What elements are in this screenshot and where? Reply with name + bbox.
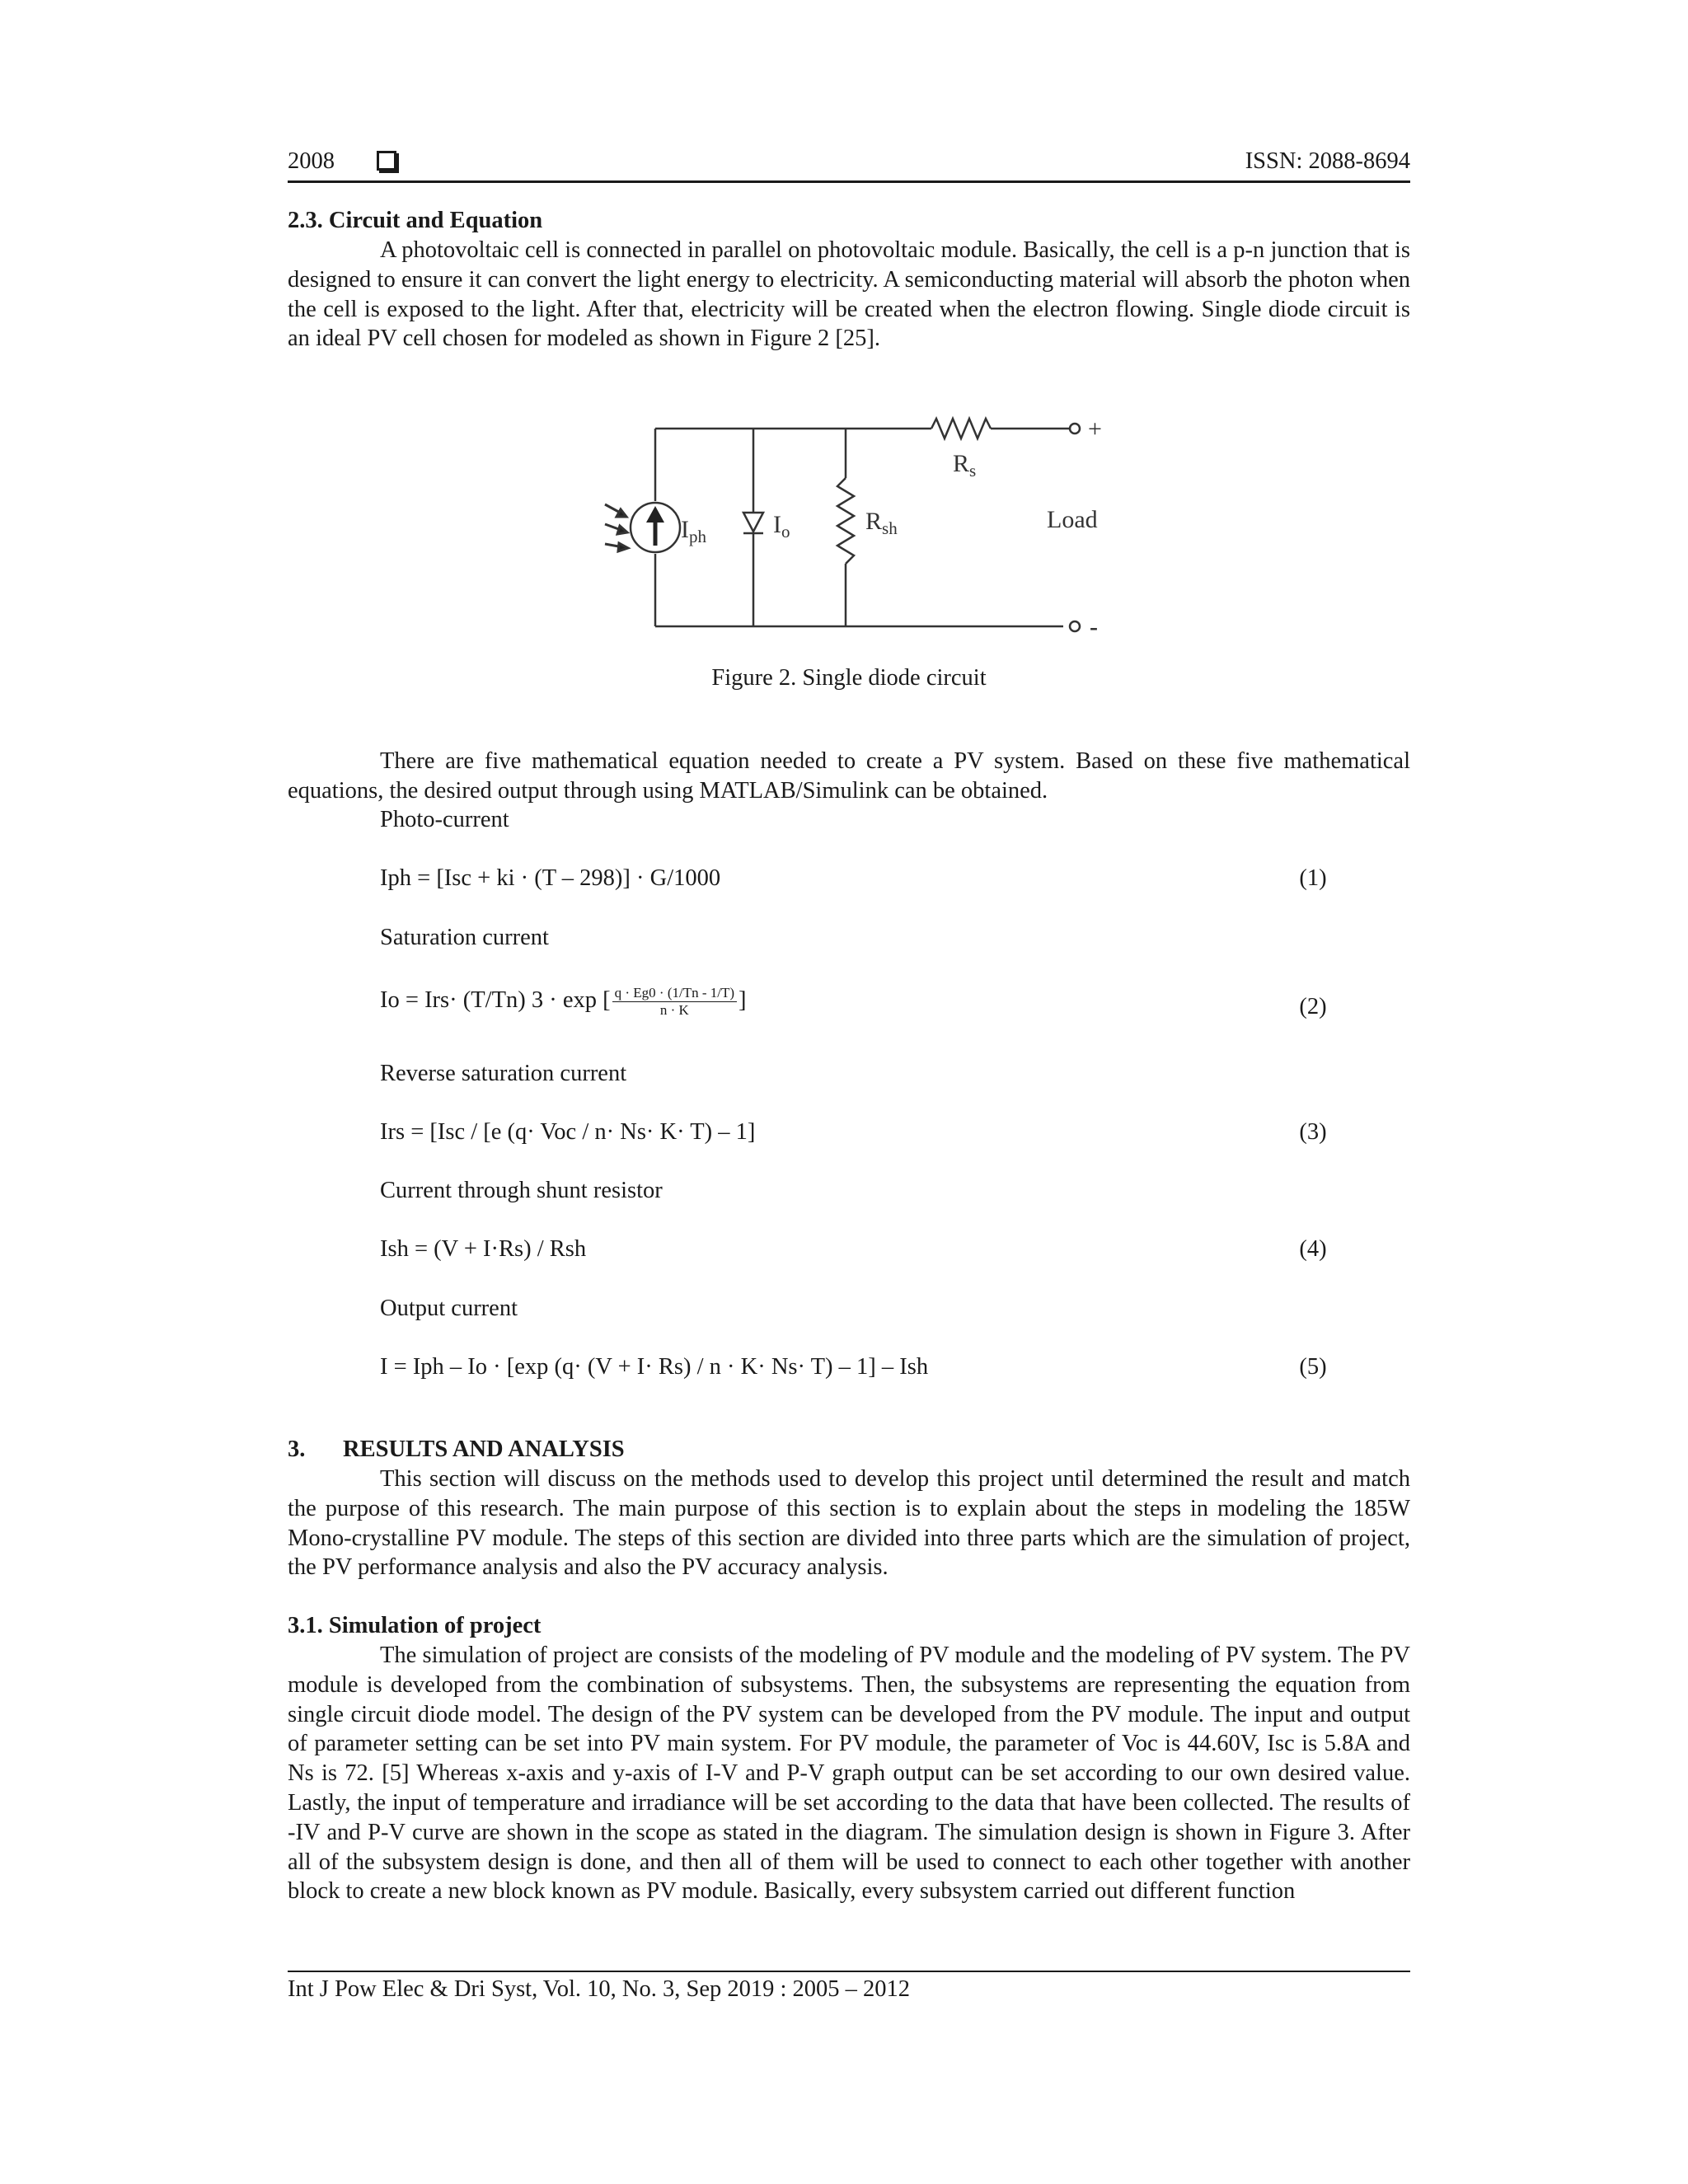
section-2-3-heading: 2.3. Circuit and Equation xyxy=(288,208,543,233)
figure-2-caption: Figure 2. Single diode circuit xyxy=(711,665,987,691)
equation-5-label: Output current xyxy=(380,1296,518,1321)
equation-2-number: (2) xyxy=(1299,994,1327,1019)
equation-2-fraction: $\frac{q \cdot Eg0 \cdot (1/Tn - 1/T)}{n \cdot K}$ xyxy=(612,985,737,1019)
section-3-1-heading: 3.1. Simulation of project xyxy=(288,1613,542,1638)
plus-label: + xyxy=(1088,415,1102,443)
equation-3-formula: Irs = [Isc / [e (q· Voc / n· Ns· K· T) – 1] xyxy=(380,1119,756,1145)
equations-intro: There are five mathematical equation needed to create a PV system. Based on these five mathematical equations, the desired output through using MATLAB/Simulink can be obtained. xyxy=(288,748,1410,804)
positive-terminal-icon xyxy=(1070,424,1080,434)
equation-5-formula: I = Iph – Io · [exp (q· (V + I· Rs) / n · K· Ns· T) – 1] – Ish xyxy=(380,1354,929,1380)
iph-label: $I_{ph}$ xyxy=(681,516,706,546)
figure-2-circuit-diagram xyxy=(593,404,1121,643)
equation-1-formula: Iph = [Isc + ki · (T – 298)] · G/1000 xyxy=(380,865,721,891)
load-label: Load xyxy=(1047,506,1098,533)
equation-2-label: Saturation current xyxy=(380,925,549,950)
section-3-number: 3. xyxy=(288,1436,306,1462)
checkbox-square-icon xyxy=(377,151,396,171)
equation-1-label: Photo-current xyxy=(380,807,509,832)
equation-4-number: (4) xyxy=(1299,1236,1327,1262)
equation-2-formula: Io = Irs· (T/Tn) 3 · exp [ $\frac{q \cdot Eg0 \cdot (1/Tn - 1/T)}{n \cdot K}$ ] xyxy=(380,984,747,1018)
io-label: $I_o$ xyxy=(773,511,790,541)
header-rule xyxy=(288,180,1410,183)
section-3-paragraph: This section will discuss on the methods used to develop this project until determined the result and match the purpose of this research. The main purpose of this section is to explain about the steps in modeling the 185W Mono-crystalline PV module. The steps of this section are divided into three parts which are the simulation of project, the PV performance analysis and also the PV accuracy analysis. xyxy=(288,1466,1410,1581)
rsh-label: $R_{sh}$ xyxy=(865,508,898,538)
diode-icon xyxy=(743,513,763,533)
current-source-icon xyxy=(631,503,680,552)
light-arrows-icon xyxy=(605,504,628,551)
equation-4-formula: Ish = (V + I·Rs) / Rsh xyxy=(380,1236,587,1262)
section-2-3-paragraph: A photovoltaic cell is connected in parallel on photovoltaic module. Basically, the cell is a p-n junction that is designed to ensure it can convert the light energy to electricity. A semiconducting material will absorb the photon when the cell is exposed to the light. After that, electricity will be created when the electron flowing. Single diode circuit is an ideal PV cell chosen for modeled as shown in Figure 2 [25]. xyxy=(288,237,1410,352)
equation-3-label: Reverse saturation current xyxy=(380,1061,627,1086)
footer-rule xyxy=(288,1971,1410,1972)
section-3-heading: RESULTS AND ANALYSIS xyxy=(343,1436,625,1462)
footer-citation: Int J Pow Elec & Dri Syst, Vol. 10, No. 3, Sep 2019 : 2005 – 2012 xyxy=(288,1976,911,2002)
minus-label: - xyxy=(1090,613,1098,640)
equation-3-number: (3) xyxy=(1299,1119,1327,1145)
equation-5-number: (5) xyxy=(1299,1354,1327,1380)
journal-issn: ISSN: 2088-8694 xyxy=(1245,148,1410,174)
equation-4-label: Current through shunt resistor xyxy=(380,1178,663,1203)
negative-terminal-icon xyxy=(1070,621,1080,631)
equation-1-number: (1) xyxy=(1299,865,1327,891)
rs-label: $R_s$ xyxy=(953,450,977,480)
section-3-1-paragraph: The simulation of project are consists of the modeling of PV module and the modeling of PV system. The PV module is developed from the combination of subsystems. Then, the subsystems are representing the equation from single circuit diode model. The design of the PV system can be developed from the PV module. The input and output of parameter setting can be set into PV main system. For PV module, the parameter of Voc is 44.60V, Isc is 5.8A and Ns is 72. [5] Whereas x-axis and y-axis of I-V and P-V graph output can be set according to our own desired value. Lastly, the input of temperature and irradiance will be set according to the data that have been collected. The results of -IV and P-V curve are shown in the scope as stated in the diagram. The simulation design is shown in Figure 3. After all of the subsystem design is done, and then all of them will be used to connect to each other together with another block to create a new block known as PV module. Basically, every subsystem carried out different function xyxy=(288,1643,1410,1905)
page-number: 2008 xyxy=(288,148,335,174)
